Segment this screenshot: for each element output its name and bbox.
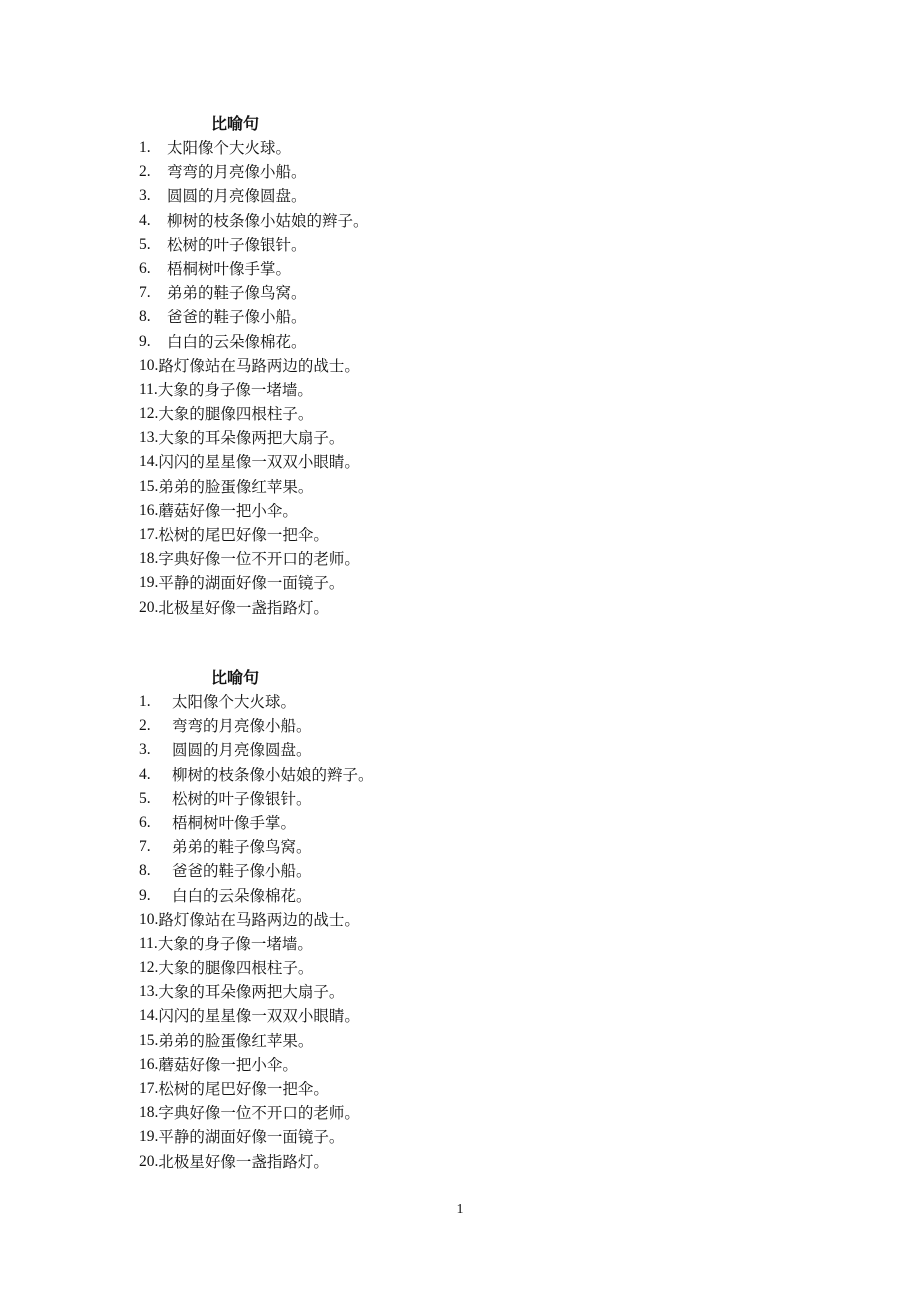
list-item: [139, 714, 779, 738]
list-item: [139, 257, 779, 281]
list-item: [139, 305, 779, 329]
item-text: 字典好像一位不开口的老师。: [158, 1104, 360, 1123]
list-item: [139, 426, 779, 450]
item-number: 19.: [139, 1128, 159, 1146]
item-text: 白白的云朵像棉花。: [172, 886, 312, 905]
item-text: 北极星好像一盏指路灯。: [158, 598, 329, 617]
list-item: [139, 1053, 779, 1077]
item-number: 5.: [139, 235, 151, 253]
list-item: [139, 1150, 779, 1174]
item-number: 20.: [139, 1152, 159, 1170]
list-item: [139, 160, 779, 184]
item-number: 17.: [139, 1080, 159, 1097]
list-item: [139, 547, 779, 571]
item-number: 1.: [139, 693, 151, 710]
item-number: 10.: [139, 910, 159, 928]
item-text: 大象的身子像一堵墙。: [157, 380, 313, 399]
item-text: 爸爸的鞋子像小船。: [172, 862, 312, 881]
list-item: [139, 980, 779, 1004]
simile-section-2: [139, 666, 779, 1174]
page-number: 1: [456, 1202, 464, 1217]
item-number: 9.: [139, 332, 151, 350]
list-item: [139, 811, 779, 835]
simile-section-1: [139, 112, 779, 620]
list-item: [139, 1004, 779, 1028]
list-item: [139, 596, 779, 620]
list-item: [139, 690, 779, 714]
item-number: 5.: [139, 789, 151, 807]
item-text: 闪闪的星星像一双双小眼睛。: [158, 453, 360, 472]
item-number: 18.: [139, 1104, 159, 1122]
item-number: 17.: [139, 526, 159, 543]
item-text: 弟弟的鞋子像鸟窝。: [167, 284, 307, 303]
item-number: 13.: [139, 983, 159, 1001]
list-item: [139, 450, 779, 474]
list-item: [139, 233, 779, 257]
list-item: [139, 499, 779, 523]
item-text: 白白的云朵像棉花。: [167, 332, 307, 351]
item-text: 闪闪的星星像一双双小眼睛。: [158, 1007, 360, 1026]
list-item: [139, 136, 779, 160]
item-text: 大象的腿像四根柱子。: [158, 405, 314, 424]
item-number: 3.: [139, 187, 151, 205]
list-item: [139, 1125, 779, 1149]
list-item: [139, 1077, 779, 1101]
item-number: 6.: [139, 259, 151, 277]
item-text: 弟弟的脸蛋像红苹果。: [158, 1031, 314, 1050]
list-item: [139, 884, 779, 908]
item-number: 2.: [139, 163, 151, 181]
list-item: [139, 763, 779, 787]
item-number: 20.: [139, 598, 159, 616]
list-item: [139, 378, 779, 402]
item-text: 平静的湖面好像一面镜子。: [158, 574, 345, 593]
item-number: 15.: [139, 1031, 159, 1049]
list-item: [139, 354, 779, 378]
item-number: 12.: [139, 959, 159, 977]
item-number: 8.: [139, 862, 151, 880]
simile-list: [139, 136, 779, 620]
list-item: [139, 738, 779, 762]
item-text: 弟弟的脸蛋像红苹果。: [158, 477, 314, 496]
item-text: 爸爸的鞋子像小船。: [167, 308, 307, 327]
item-number: 4.: [139, 765, 151, 783]
item-number: 9.: [139, 886, 151, 904]
section-title: 比喻句: [211, 668, 260, 687]
item-text: 蘑菇好像一把小伞。: [158, 501, 298, 520]
item-number: 7.: [139, 284, 151, 302]
item-number: 14.: [139, 1007, 159, 1025]
item-text: 松树的叶子像银针。: [167, 235, 307, 254]
item-text: 大象的身子像一堵墙。: [157, 934, 313, 953]
item-number: 18.: [139, 550, 159, 568]
item-text: 平静的湖面好像一面镜子。: [158, 1128, 345, 1147]
list-item: [139, 932, 779, 956]
item-text: 弯弯的月亮像小船。: [167, 163, 307, 182]
item-number: 14.: [139, 453, 159, 471]
item-text: 松树的尾巴好像一把伞。: [158, 1080, 329, 1098]
list-item: [139, 523, 779, 547]
item-text: 大象的耳朵像两把大扇子。: [158, 429, 345, 448]
list-item: [139, 475, 779, 499]
item-text: 松树的尾巴好像一把伞。: [158, 526, 329, 544]
simile-list: [139, 690, 779, 1174]
item-number: 16.: [139, 501, 159, 519]
item-number: 4.: [139, 211, 151, 229]
list-item: [139, 184, 779, 208]
item-number: 7.: [139, 838, 151, 856]
item-number: 12.: [139, 405, 159, 423]
list-item: [139, 787, 779, 811]
item-text: 柳树的枝条像小姑娘的辫子。: [172, 765, 374, 784]
item-text: 柳树的枝条像小姑娘的辫子。: [167, 211, 369, 230]
list-item: [139, 835, 779, 859]
item-text: 太阳像个大火球。: [172, 693, 297, 711]
list-item: [139, 402, 779, 426]
list-item: [139, 1101, 779, 1125]
list-item: [139, 330, 779, 354]
list-item: [139, 859, 779, 883]
item-text: 梧桐树叶像手掌。: [167, 259, 292, 278]
item-text: 圆圆的月亮像圆盘。: [172, 741, 312, 760]
item-text: 梧桐树叶像手掌。: [172, 813, 297, 832]
item-text: 路灯像站在马路两边的战士。: [158, 356, 360, 375]
item-number: 13.: [139, 429, 159, 447]
item-number: 3.: [139, 741, 151, 759]
item-text: 字典好像一位不开口的老师。: [158, 550, 360, 569]
item-number: 10.: [139, 356, 159, 374]
list-item: [139, 908, 779, 932]
item-number: 16.: [139, 1055, 159, 1073]
item-text: 北极星好像一盏指路灯。: [158, 1152, 329, 1171]
item-number: 15.: [139, 477, 159, 495]
item-text: 弟弟的鞋子像鸟窝。: [172, 838, 312, 857]
item-number: 6.: [139, 813, 151, 831]
item-number: 8.: [139, 308, 151, 326]
item-text: 太阳像个大火球。: [167, 139, 292, 157]
item-text: 大象的腿像四根柱子。: [158, 959, 314, 978]
item-text: 圆圆的月亮像圆盘。: [167, 187, 307, 206]
list-item: [139, 956, 779, 980]
list-item: [139, 1029, 779, 1053]
item-text: 松树的叶子像银针。: [172, 789, 312, 808]
item-number: 19.: [139, 574, 159, 592]
item-number: 11.: [139, 380, 158, 398]
item-text: 大象的耳朵像两把大扇子。: [158, 983, 345, 1002]
list-item: [139, 571, 779, 595]
item-number: 2.: [139, 717, 151, 735]
list-item: [139, 281, 779, 305]
item-text: 路灯像站在马路两边的战士。: [158, 910, 360, 929]
section-title: 比喻句: [211, 114, 260, 133]
item-number: 1.: [139, 139, 151, 156]
item-text: 蘑菇好像一把小伞。: [158, 1055, 298, 1074]
item-number: 11.: [139, 934, 158, 952]
list-item: [139, 209, 779, 233]
item-text: 弯弯的月亮像小船。: [172, 717, 312, 736]
